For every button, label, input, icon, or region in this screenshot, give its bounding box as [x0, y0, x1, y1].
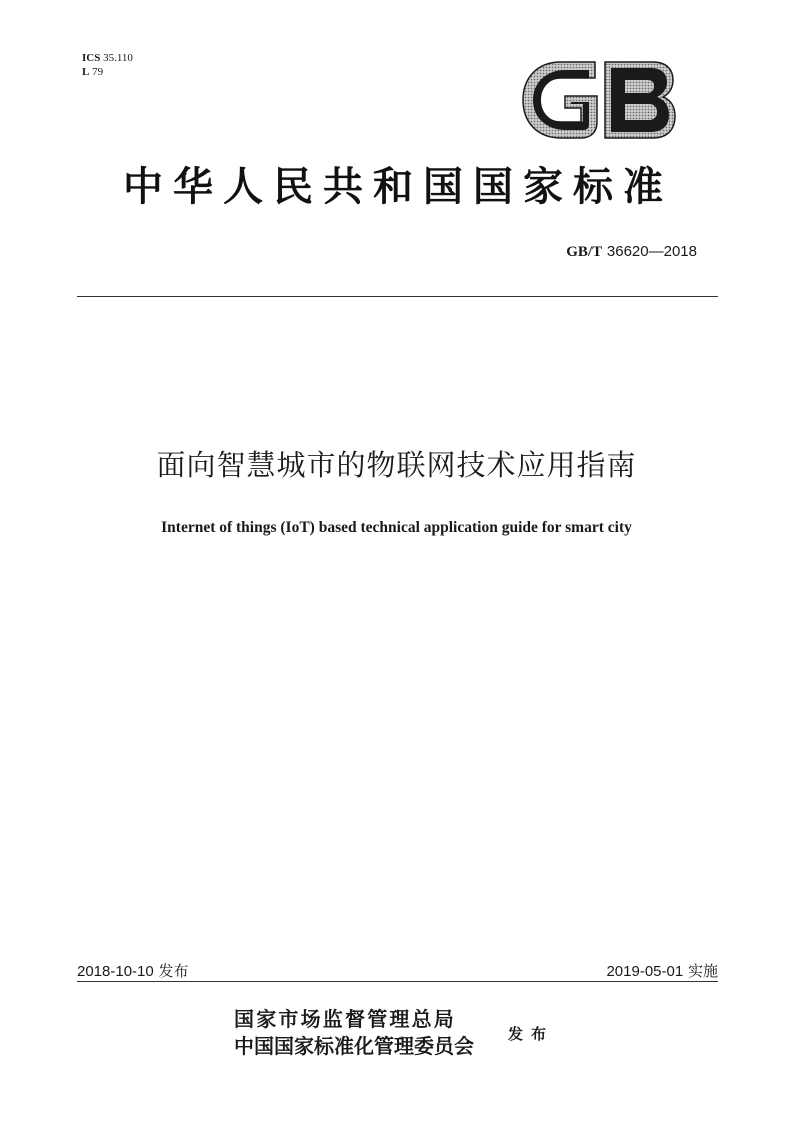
implementation-date-value: 2019-05-01 — [606, 963, 684, 980]
ccs-value: 79 — [92, 66, 104, 78]
publish-label: 发布 — [508, 1025, 555, 1043]
issuer-sac: 中国国家标准化管理委员会 — [234, 1034, 474, 1058]
issue-date-label: 发布 — [158, 962, 189, 980]
top-divider — [77, 296, 718, 297]
title-chinese: 面向智慧城市的物联网技术应用指南 — [156, 448, 637, 482]
standard-number — [566, 241, 697, 262]
title-english: Internet of things (IoT) based technical application guide for smart city — [161, 519, 632, 536]
gb-logo — [521, 60, 676, 140]
ccs-code — [82, 66, 103, 79]
bottom-divider — [77, 981, 718, 982]
standard-code-prefix: GB/T — [566, 244, 603, 260]
ics-label: ICS — [82, 52, 101, 64]
ccs-label: L — [82, 66, 90, 78]
logo-b-face — [611, 68, 669, 132]
implementation-date-label: 实施 — [687, 962, 718, 980]
standard-number-value: 36620—2018 — [606, 243, 697, 260]
ics-value: 35.110 — [103, 52, 133, 64]
issue-date-value: 2018-10-10 — [77, 963, 154, 980]
implementation-date — [606, 961, 718, 982]
issue-date — [77, 961, 189, 982]
issuer-samr: 国家市场监督管理总局 — [234, 1007, 456, 1031]
standard-heading: 中华人民共和国国家标准 — [123, 163, 673, 210]
ics-code — [82, 52, 133, 65]
